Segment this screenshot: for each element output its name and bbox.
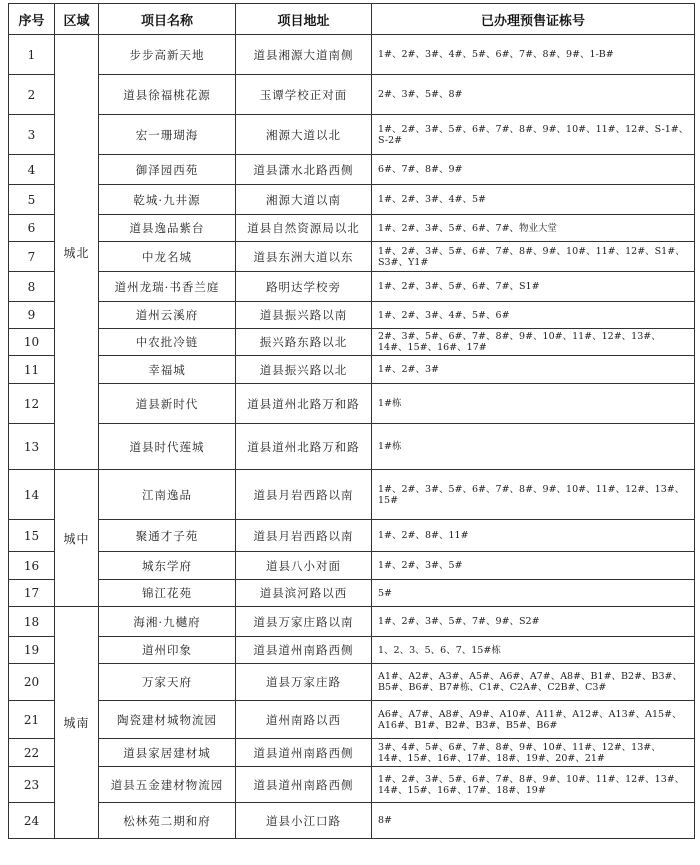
serial-number-cell: 4 <box>9 155 55 185</box>
area-cell: 城中 <box>55 470 99 607</box>
project-address-cell: 道县道州北路万和路 <box>236 384 372 424</box>
project-name-cell: 幸福城 <box>99 356 236 384</box>
area-cell: 城北 <box>55 35 99 470</box>
project-name-cell: 松林苑二期和府 <box>99 803 236 839</box>
serial-number-cell: 23 <box>9 767 55 803</box>
presale-buildings-cell: 1#、2#、3#、5#、6#、7#、物业大堂 <box>372 215 695 242</box>
table-row <box>9 803 695 839</box>
serial-number-cell: 7 <box>9 242 55 272</box>
table-row <box>9 607 695 637</box>
table-row <box>9 185 695 215</box>
presale-buildings-cell: 1#、2#、3# <box>372 356 695 384</box>
project-address-cell: 道县月岩西路以南 <box>236 470 372 520</box>
serial-number-cell: 11 <box>9 356 55 384</box>
serial-number-cell: 3 <box>9 115 55 155</box>
project-name-cell: 道县逸品紫台 <box>99 215 236 242</box>
table-row <box>9 384 695 424</box>
serial-number-cell: 22 <box>9 739 55 767</box>
project-name-cell: 道州龙瑞·书香兰庭 <box>99 272 236 302</box>
project-name-cell: 中农批冷链 <box>99 329 236 356</box>
table-row <box>9 329 695 356</box>
table-row <box>9 356 695 384</box>
presale-buildings-cell: A6#、A7#、A8#、A9#、A10#、A11#、A12#、A13#、A15#、A16#、B1#、B2#、B3#、B5#、B6# <box>372 701 695 739</box>
table-row <box>9 115 695 155</box>
project-address-cell: 道县道州南路西侧 <box>236 637 372 664</box>
serial-number-cell: 14 <box>9 470 55 520</box>
serial-number-cell: 16 <box>9 552 55 580</box>
table-row <box>9 520 695 552</box>
presale-certificate-table <box>8 3 695 839</box>
project-name-cell: 道县徐福桃花源 <box>99 75 236 115</box>
table-body <box>9 35 695 839</box>
presale-buildings-cell: 1#、2#、3#、5#、6#、7#、S1# <box>372 272 695 302</box>
table-row <box>9 272 695 302</box>
table-row <box>9 767 695 803</box>
table-row <box>9 302 695 329</box>
table-row <box>9 242 695 272</box>
project-name-cell: 陶瓷建材城物流园 <box>99 701 236 739</box>
table-row <box>9 35 695 75</box>
serial-number-cell: 1 <box>9 35 55 75</box>
header-project-name: 项目名称 <box>99 4 236 35</box>
project-address-cell: 道县道州南路西侧 <box>236 767 372 803</box>
presale-buildings-cell: 1、2、3、5、6、7、15#栋 <box>372 637 695 664</box>
serial-number-cell: 17 <box>9 580 55 607</box>
table-row <box>9 580 695 607</box>
presale-buildings-cell: 1#、2#、3#、5#、7#、9#、S2# <box>372 607 695 637</box>
project-name-cell: 道县五金建材物流园 <box>99 767 236 803</box>
presale-buildings-cell: 8# <box>372 803 695 839</box>
project-name-cell: 城东学府 <box>99 552 236 580</box>
presale-buildings-cell: 1#栋 <box>372 384 695 424</box>
serial-number-cell: 10 <box>9 329 55 356</box>
project-name-cell: 江南逸品 <box>99 470 236 520</box>
project-name-cell: 锦江花苑 <box>99 580 236 607</box>
project-name-cell: 道县时代莲城 <box>99 424 236 470</box>
project-address-cell: 道县自然资源局以北 <box>236 215 372 242</box>
project-name-cell: 道县新时代 <box>99 384 236 424</box>
project-name-cell: 御泽园西苑 <box>99 155 236 185</box>
area-cell: 城南 <box>55 607 99 839</box>
header-serial-number: 序号 <box>9 4 55 35</box>
table-row <box>9 155 695 185</box>
project-address-cell: 道县万家庄路以南 <box>236 607 372 637</box>
project-address-cell: 道县道州北路万和路 <box>236 424 372 470</box>
header-project-address: 项目地址 <box>236 4 372 35</box>
serial-number-cell: 15 <box>9 520 55 552</box>
project-address-cell: 道县振兴路以北 <box>236 356 372 384</box>
presale-buildings-cell: 1#栋 <box>372 424 695 470</box>
table-row <box>9 701 695 739</box>
serial-number-cell: 19 <box>9 637 55 664</box>
header-presale-buildings: 已办理预售证栋号 <box>372 4 695 35</box>
project-address-cell: 湘源大道以北 <box>236 115 372 155</box>
project-address-cell: 道县月岩西路以南 <box>236 520 372 552</box>
presale-buildings-cell: 2#、3#、5#、6#、7#、8#、9#、10#、11#、12#、13#、14#、15#、16#、17# <box>372 329 695 356</box>
project-name-cell: 中龙名城 <box>99 242 236 272</box>
project-address-cell: 道县万家庄路 <box>236 664 372 701</box>
serial-number-cell: 21 <box>9 701 55 739</box>
table-row <box>9 637 695 664</box>
project-name-cell: 步步高新天地 <box>99 35 236 75</box>
serial-number-cell: 2 <box>9 75 55 115</box>
project-address-cell: 道县东洲大道以东 <box>236 242 372 272</box>
project-address-cell: 路明达学校旁 <box>236 272 372 302</box>
table-row <box>9 664 695 701</box>
project-address-cell: 道县滨河路以西 <box>236 580 372 607</box>
table-row <box>9 739 695 767</box>
serial-number-cell: 8 <box>9 272 55 302</box>
presale-buildings-cell: 1#、2#、3#、4#、5# <box>372 185 695 215</box>
serial-number-cell: 18 <box>9 607 55 637</box>
serial-number-cell: 13 <box>9 424 55 470</box>
project-address-cell: 道县小江口路 <box>236 803 372 839</box>
table-row <box>9 470 695 520</box>
project-address-cell: 道县潇水北路西侧 <box>236 155 372 185</box>
presale-buildings-cell: A1#、A2#、A3#、A5#、A6#、A7#、A8#、B1#、B2#、B3#、B5#、B6#、B7#栋、C1#、C2A#、C2B#、C3# <box>372 664 695 701</box>
serial-number-cell: 6 <box>9 215 55 242</box>
project-name-cell: 道县家居建材城 <box>99 739 236 767</box>
presale-buildings-cell: 3#、4#、5#、6#、7#、8#、9#、10#、11#、12#、13#、14#、15#、16#、17#、18#、19#、20#、21# <box>372 739 695 767</box>
project-name-cell: 道州云溪府 <box>99 302 236 329</box>
project-name-cell: 万家天府 <box>99 664 236 701</box>
project-address-cell: 道州南路以西 <box>236 701 372 739</box>
project-address-cell: 道县振兴路以南 <box>236 302 372 329</box>
serial-number-cell: 12 <box>9 384 55 424</box>
header-area: 区域 <box>55 4 99 35</box>
presale-buildings-cell: 1#、2#、3#、5#、6#、7#、8#、9#、10#、11#、12#、S-1#、S-2# <box>372 115 695 155</box>
table-row <box>9 424 695 470</box>
presale-buildings-cell: 1#、2#、3#、5#、6#、7#、8#、9#、10#、11#、12#、S1#、S3#、Y1# <box>372 242 695 272</box>
project-address-cell: 玉谭学校正对面 <box>236 75 372 115</box>
project-address-cell: 振兴路东路以北 <box>236 329 372 356</box>
project-name-cell: 宏一珊瑚海 <box>99 115 236 155</box>
project-name-cell: 海湘·九樾府 <box>99 607 236 637</box>
project-address-cell: 道县八小对面 <box>236 552 372 580</box>
serial-number-cell: 24 <box>9 803 55 839</box>
project-address-cell: 道县道州南路西侧 <box>236 739 372 767</box>
presale-buildings-cell: 1#、2#、3#、4#、5#、6# <box>372 302 695 329</box>
project-address-cell: 湘源大道以南 <box>236 185 372 215</box>
presale-buildings-cell: 6#、7#、8#、9# <box>372 155 695 185</box>
project-name-cell: 道州印象 <box>99 637 236 664</box>
presale-buildings-cell: 1#、2#、3#、5# <box>372 552 695 580</box>
presale-buildings-cell: 5# <box>372 580 695 607</box>
header-row <box>9 4 695 35</box>
presale-buildings-cell: 1#、2#、8#、11# <box>372 520 695 552</box>
table-row <box>9 552 695 580</box>
presale-buildings-cell: 1#、2#、3#、5#、6#、7#、8#、9#、10#、11#、12#、13#、14#、15#、16#、17#、18#、19# <box>372 767 695 803</box>
project-address-cell: 道县湘源大道南侧 <box>236 35 372 75</box>
table-row <box>9 75 695 115</box>
serial-number-cell: 9 <box>9 302 55 329</box>
table-row <box>9 215 695 242</box>
project-name-cell: 乾城·九井源 <box>99 185 236 215</box>
serial-number-cell: 5 <box>9 185 55 215</box>
presale-buildings-cell: 2#、3#、5#、8# <box>372 75 695 115</box>
presale-buildings-cell: 1#、2#、3#、4#、5#、6#、7#、8#、9#、1-B# <box>372 35 695 75</box>
serial-number-cell: 20 <box>9 664 55 701</box>
presale-buildings-cell: 1#、2#、3#、5#、6#、7#、8#、9#、10#、11#、12#、13#、15# <box>372 470 695 520</box>
project-name-cell: 聚通才子苑 <box>99 520 236 552</box>
